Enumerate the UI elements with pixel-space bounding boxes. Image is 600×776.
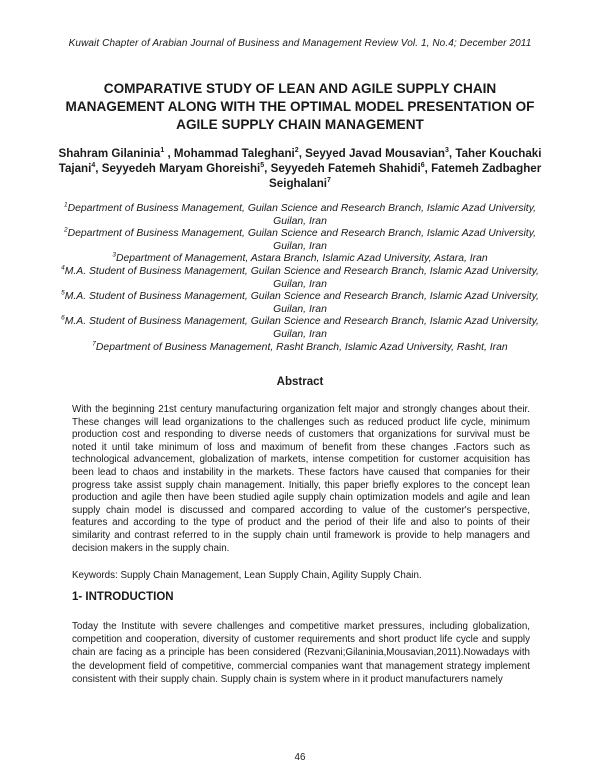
affiliation-marker: 1 [64,201,68,209]
author-separator: , [95,162,102,175]
author-name: Mohammad Taleghani [173,147,295,160]
affiliation-text: M.A. Student of Business Management, Guilan Science and Research Branch, Islamic Azad University, Guilan, Iran [64,316,539,340]
author-name: Fatemeh Zadbagher Seighalani [269,162,542,190]
author-affiliation-marker: 7 [327,177,331,185]
affiliation-item [60,228,540,253]
author-list [55,146,545,191]
author-name: Shahram Gilaninia [58,147,161,160]
author-separator: , [264,162,271,175]
affiliation-item [60,203,540,228]
page-number: 46 [294,752,306,763]
author-affiliation-marker: 1 [160,147,165,155]
affiliation-text: M.A. Student of Business Management, Guilan Science and Research Branch, Islamic Azad University, Guilan, Iran [64,291,539,315]
affiliation-text: M.A. Student of Business Management, Guilan Science and Research Branch, Islamic Azad University, Guilan, Iran [64,265,539,290]
affiliation-marker: 5 [61,289,65,297]
affiliation-marker: 6 [61,314,65,322]
affiliation-text: Department of Business Management, Guilan Science and Research Branch, Islamic Azad University, Guilan, Iran [67,203,536,227]
author-name: Seyyedeh Fatemeh Shahidi [270,162,421,175]
affiliation-text: Department of Business Management, Rasht Branch, Islamic Azad University, Rasht, Iran [95,341,508,353]
author-name: Seyyedeh Maryam Ghoreishi [101,162,261,175]
author-separator: , [424,162,432,175]
author-separator: , [164,147,174,160]
affiliation-marker: 4 [61,264,65,272]
affiliation-item [60,266,540,291]
affiliation-item [60,291,540,316]
affiliation-item [60,316,540,341]
abstract-heading: Abstract [276,376,324,388]
affiliation-item [60,342,540,355]
section-heading-introduction: 1- INTRODUCTION [72,591,174,603]
author-separator: , [298,147,306,160]
introduction-body: Today the Institute with severe challenges and competitive market pressures, including globalization, competition and cooperation, diversity of customer requirements and short product life cycle and supply chain are facing as a principle has been considered (Rezvani;Gilaninia,Mousavian,2011).Nowadays with the development field of competitive, commercial companies want that management strategy implement consistent with their supply chain. Supply chain is system where in it product manufacturers namely [72,621,530,685]
affiliation-item [60,253,540,266]
author-affiliation-marker: 3 [444,147,449,155]
running-head: Kuwait Chapter of Arabian Journal of Business and Management Review Vol. 1, No.4; December 2011 [68,38,532,49]
author-affiliation-marker: 6 [420,162,425,170]
keywords: Keywords: Supply Chain Management, Lean Supply Chain, Agility Supply Chain. [72,570,422,581]
author-affiliation-marker: 4 [91,162,96,170]
affiliation-list [60,203,540,354]
affiliation-text: Department of Management, Astara Branch, Islamic Azad University, Astara, Iran [115,253,488,265]
author-name: Seyyed Javad Mousavian [305,147,445,160]
affiliation-marker: 3 [112,251,116,259]
abstract-body: With the beginning 21st century manufacturing organization felt major and strongly changes about their. These changes will lead organizations to the challenges such as reduced product life cycle, minimum production cost and responding to diverse needs of customers that organizations for survival must be noted it until take minimum of loss and maximum of benefit from these changes .Factors such as technological advancement, globalization of markets, intense competition for customer acquisition has been lead to chaos and instability in the markets. These factors have caused that companies for their progress take assist supply chain management. Initially, this paper briefly explores to the concept lean production and agile then have been studied agile supply chain optimization models and agile and lean supply chain model is discussed and compared according to value of the customer's perspective, features and according to the type of product and the period of their life and also to points of their similarity and contrast referred to in the supply chain until framework is provide to help managers and decision makers in the supply chain. [72,404,530,554]
author-name: Taher Kouchaki Tajani [58,147,542,175]
affiliation-marker: 2 [64,226,68,234]
author-separator: , [448,147,456,160]
affiliation-text: Department of Business Management, Guilan Science and Research Branch, Islamic Azad University, Guilan, Iran [67,228,536,252]
author-affiliation-marker: 2 [294,147,299,155]
author-affiliation-marker: 5 [260,162,265,170]
paper-title: COMPARATIVE STUDY OF LEAN AND AGILE SUPPLY CHAIN MANAGEMENT ALONG WITH THE OPTIMAL MODEL PRESENTATION OF AGILE SUPPLY CHAIN MANAGEMENT [65,81,535,132]
affiliation-marker: 7 [92,340,96,348]
